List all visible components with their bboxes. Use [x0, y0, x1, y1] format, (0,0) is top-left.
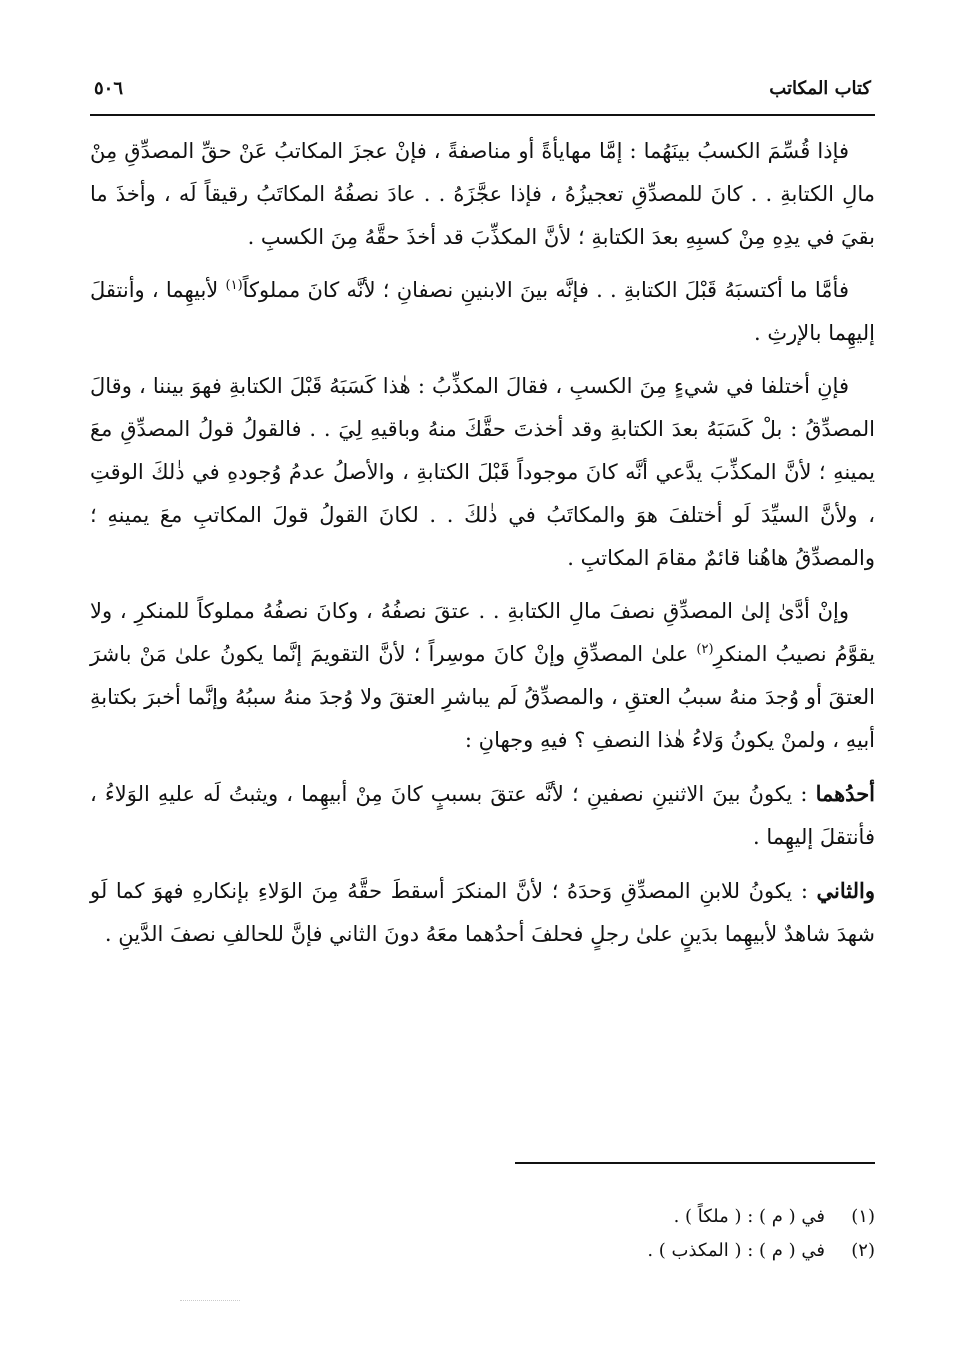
paragraph-text: فأمَّا ما أكتسبَهُ قَبْلَ الكتابةِ . . فإنَّه بينَ الابنينِ نصفانِ ؛ لأنَّه كانَ مملوكاً [242, 278, 849, 302]
footnote-ref[interactable]: (٢) [696, 642, 714, 657]
paragraph-lead: والثاني [816, 878, 875, 903]
footnote [90, 1200, 875, 1234]
paragraph [90, 269, 875, 355]
paragraph-text: : يكونُ بينَ الاثنينِ نصفينِ ؛ لأنَّه عتقَ بسببٍ كانَ مِنْ أبيهِما ، ويثبتُ لَه عليهِ الوَلاءُ ، فأنتقلَ إليهِما . [90, 782, 875, 849]
page-number: ٥٠٦ [94, 78, 124, 99]
book-page [90, 78, 875, 1338]
paragraph-text: علىٰ المصدِّقِ وإنْ كانَ موسِراً ؛ لأنَّ التقويمَ إنَّما يكونُ علىٰ مَنْ باشرَ العتقَ أو وُجدَ منهُ سببُ العتقِ ، والمصدِّقُ لَم يباشرِ العتقَ ولا وُجدَ منهُ سببُهُ وإنَّما أخبرَ بكتابةِ أبيهِ ، ولمنْ يكونُ وَلاءُ هٰذا النصفِ ؟ فيهِ وجهانِ : [90, 642, 875, 752]
header-rule [90, 114, 875, 116]
footnote-number: (١) [851, 1206, 875, 1227]
paragraph [90, 590, 875, 762]
footnote-number: (٢) [851, 1240, 875, 1261]
paragraph [90, 869, 875, 956]
paragraph [90, 365, 875, 580]
running-header [90, 78, 875, 112]
paragraph [90, 130, 875, 259]
footnote-text: في ( م ) : ( المكذب ) . [647, 1240, 825, 1261]
paragraph-text: وإنْ أدَّىٰ إلىٰ المصدِّقِ نصفَ مالِ الكتابةِ . . عتقَ نصفُهُ ، وكانَ نصفُهُ مملوكاً للمنكرِ ، ولا يقوَّمُ نصيبُ المنكرِ [90, 599, 875, 666]
paragraph-text: : يكونُ للابنِ المصدِّقِ وَحدَهُ ؛ لأنَّ المنكرَ أسقطَ حقَّهُ مِنَ الوَلاءِ بإنكارهِ فهوَ كما لَو شهدَ شاهدٌ لأبيهِما بدَينٍ علىٰ رجلٍ فحلفَ أحدُهما معَهُ دونَ الثاني فإنَّ للحالفِ نصفَ الدَّينِ . [90, 879, 875, 946]
book-title: كتاب المكاتب [769, 78, 871, 99]
paragraph-text: لأبيهِما ، وأنتقلَ إليهِما بالإرثِ . [90, 278, 875, 345]
paragraph-text: فإنِ أختلفا في شيءٍ مِنَ الكسبِ ، فقالَ المكذِّبُ : هٰذا كَسَبَهُ قَبْلَ الكتابةِ فهوَ بيننا ، وقالَ المصدِّقُ : بلْ كَسَبَهُ بعدَ الكتابةِ وقد أخذتَ حقَّكَ منهُ وباقيهِ لِيَ . . فالقولُ قولُ المصدِّقِ معَ يمينهِ ؛ لأنَّ المكذِّبَ يدَّعي أنَّه كانَ موجوداً قَبْلَ الكتابةِ ، والأصلُ عدمُ وُجودهِ في ذٰلكَ الوقتِ ، ولأنَّ السيِّدَ لَو أختلفَ هوَ والمكاتَبُ في ذٰلكَ . . لكانَ القولُ قولَ المكاتبِ معَ يمينهِ ؛ والمصدِّقُ هاهُنا قائمٌ مقامَ المكاتبِ . [90, 374, 875, 570]
footnote [90, 1234, 875, 1268]
paragraph-lead: أحدُهما [815, 781, 876, 806]
footnote-rule [515, 1162, 875, 1164]
paragraph [90, 772, 875, 859]
scan-artifact [180, 1300, 240, 1301]
paragraph-text: فإذا قُسِّمَ الكسبُ بينَهُما : إمَّا مهايأةً أو مناصفةً ، فإنْ عجزَ المكاتبُ عَنْ حقِّ المصدِّقِ مِنْ مالِ الكتابةِ . . كانَ للمصدِّقِ تعجيزُهُ ، فإذا عجَّزَهُ . . عادَ نصفُهُ المكاتَبُ رقيقاً لَه ، وأخذَ ما بقيَ في يدِهِ مِنْ كسبِهِ بعدَ الكتابةِ ؛ لأنَّ المكذِّبَ قد أخذَ حقَّهُ مِنَ الكسبِ . [90, 139, 875, 249]
footnotes [90, 1200, 875, 1268]
main-text [90, 130, 875, 956]
footnote-ref[interactable]: (١) [225, 278, 243, 293]
footnote-text: في ( م ) : ( ملكاً ) . [673, 1206, 825, 1227]
